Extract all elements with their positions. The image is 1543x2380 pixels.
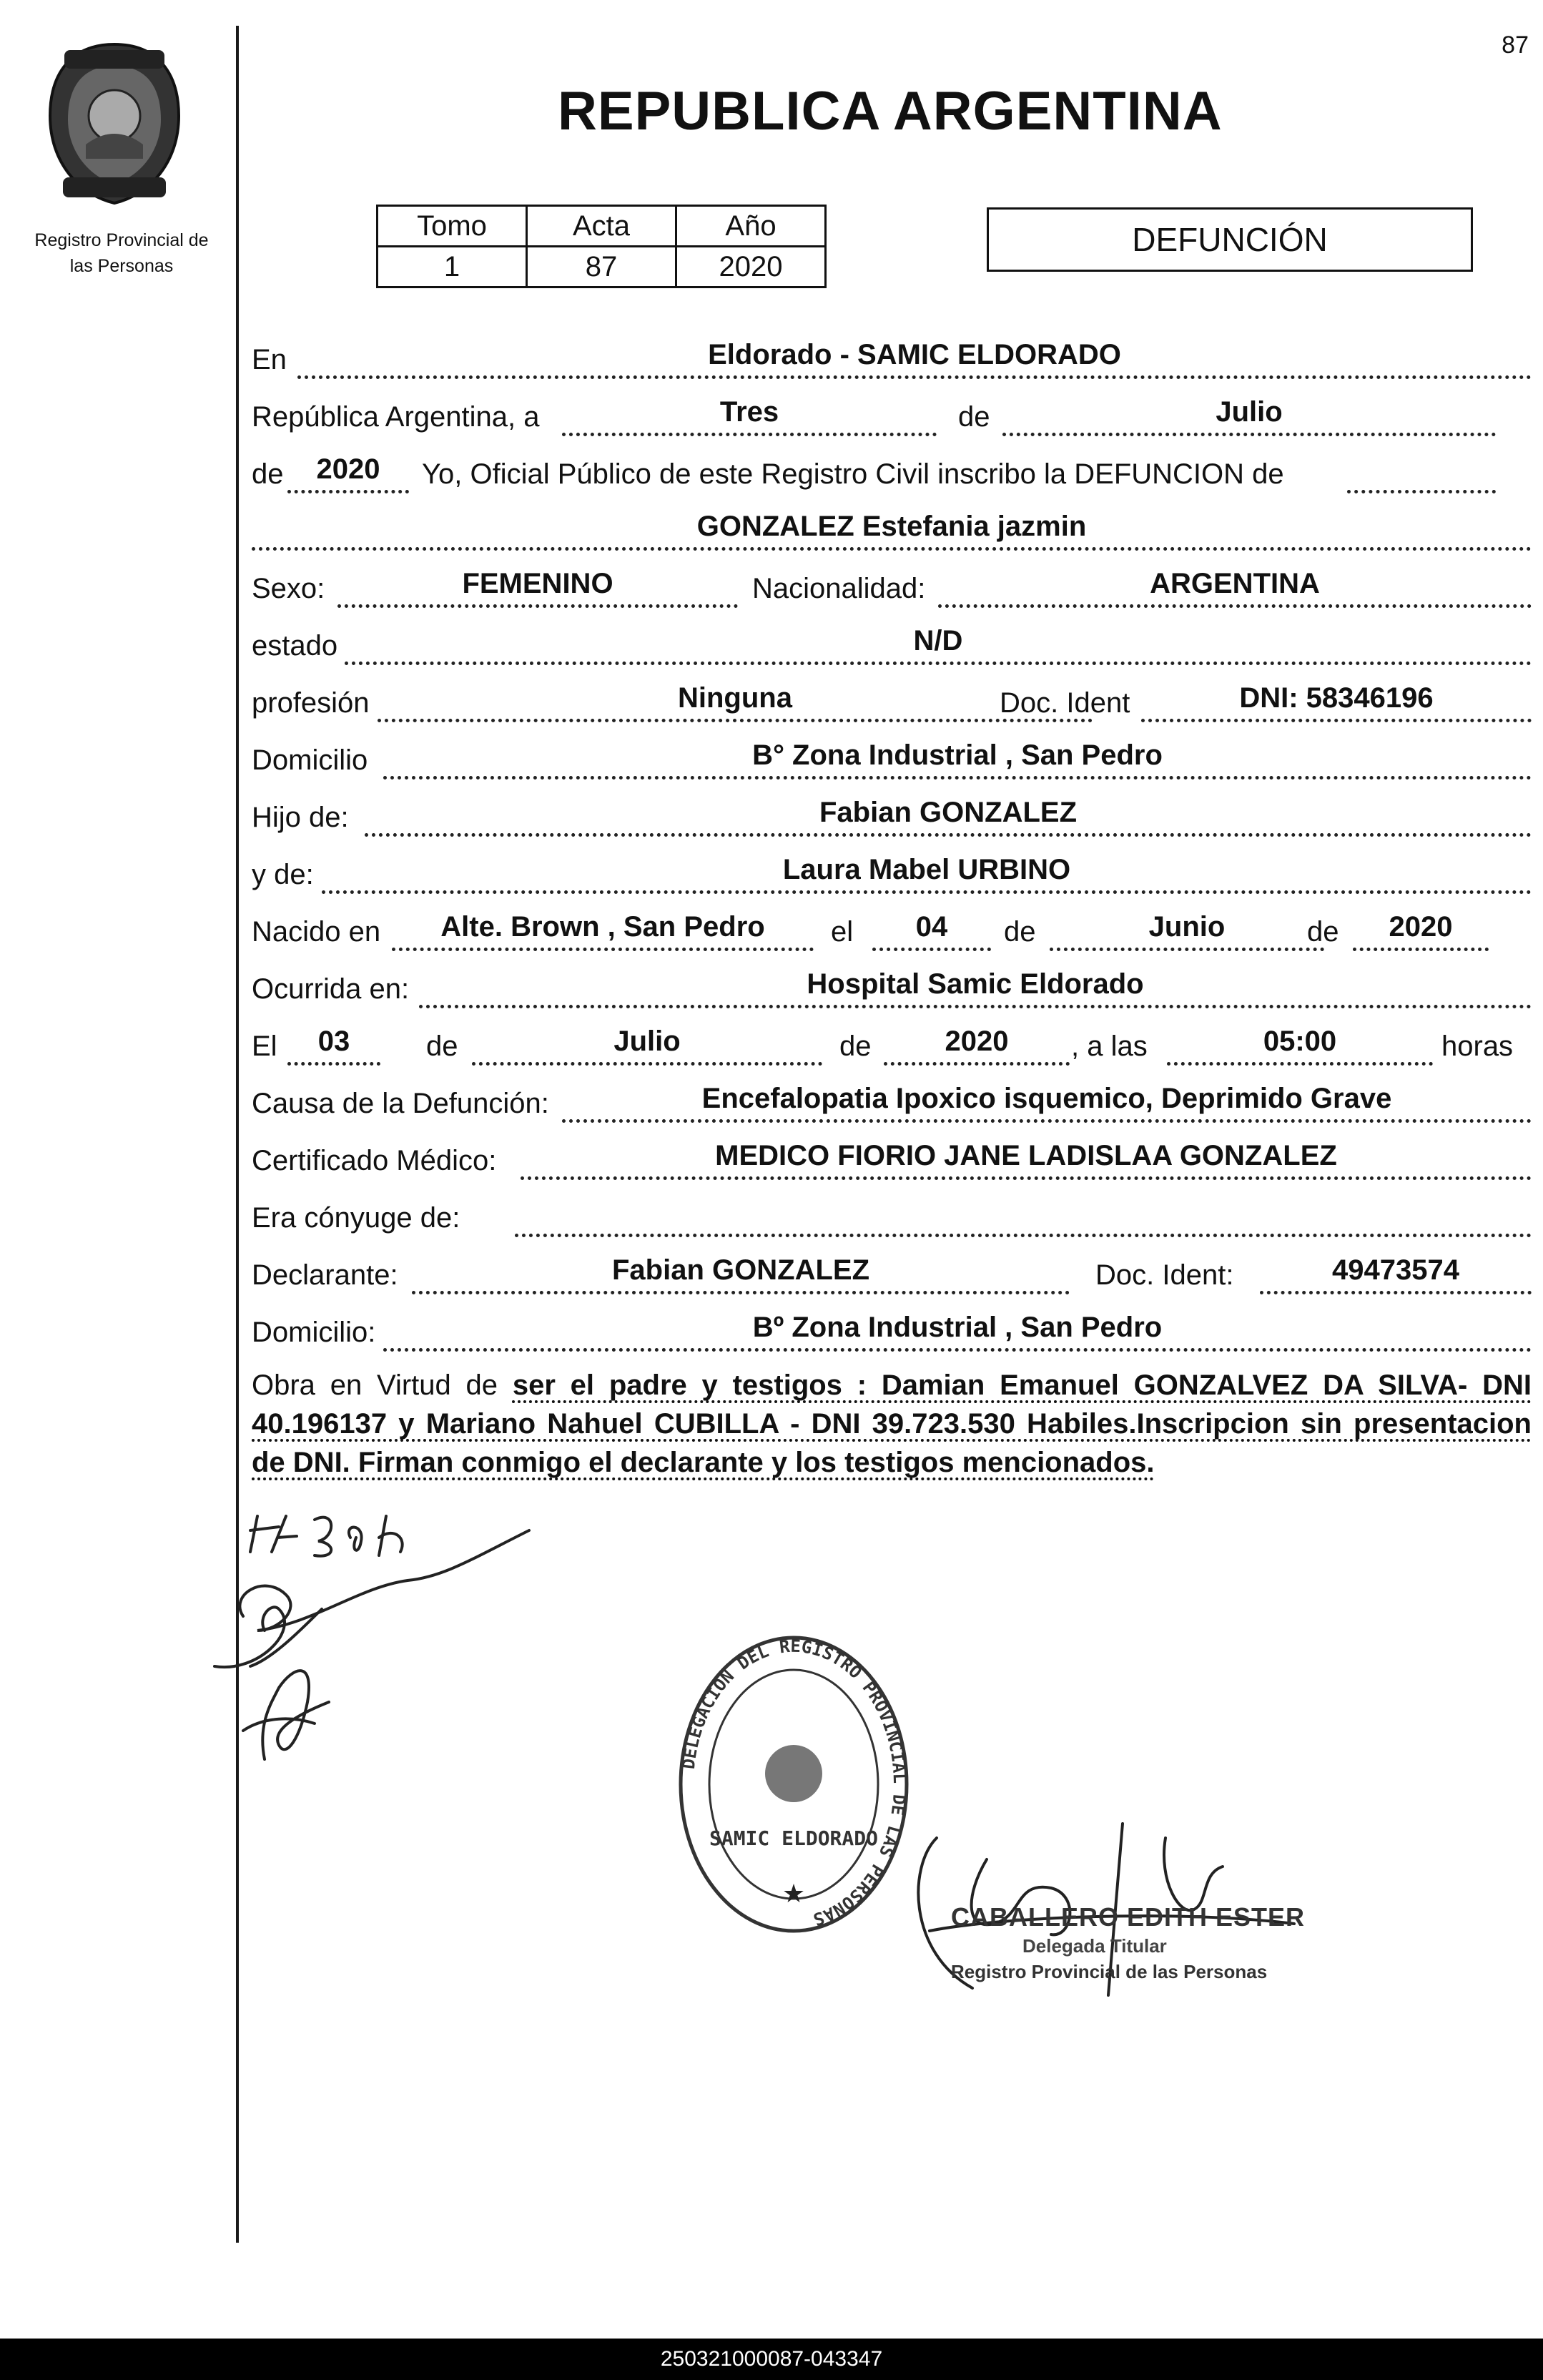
obra-text: ser el padre y testigos : Damian Emanuel GONZALVEZ DA SILVA- DNI 40.196137 y Mariano Nahuel CUBILLA - DNI 39.723.530 Habiles.Inscripcion sin presentacion de DNI. Firman conmigo el declarante y los testigos mencionados. [252,1370,1532,1478]
label-doc2: Doc. Ident: [1095,1259,1234,1291]
row-nacido [252,908,1532,958]
field-domicilio2: Bº Zona Industrial , San Pedro [383,1308,1532,1352]
field-def-dia: 03 [287,1022,380,1066]
stamp-ring-text: DELEGACION DEL REGISTRO PROVINCIAL DE LAS PERSONAS [678,1636,910,1930]
record-table [376,205,827,288]
field-anio: 2020 [287,450,409,493]
row-en [252,336,1532,386]
label-declarante: Declarante: [252,1259,398,1291]
label-conyuge: Era cónyuge de: [252,1202,460,1234]
field-ocurrida: Hospital Samic Eldorado [419,965,1532,1008]
label-yo: Yo, Oficial Público de este Registro Civil inscribo la DEFUNCION de [422,458,1284,490]
field-doc: DNI: 58346196 [1141,679,1532,722]
label-yde: y de: [252,859,314,890]
field-padre: Fabian GONZALEZ [365,793,1532,837]
field-nac-anio: 2020 [1353,908,1489,951]
row-declarante [252,1252,1532,1302]
field-domicilio: B° Zona Industrial , San Pedro [383,736,1532,780]
seal-name: CABALLERO EDITH ESTER [951,1902,1306,1932]
label-alas: , a las [1071,1031,1148,1062]
row-anio [252,451,1532,501]
registry-label-line1: Registro Provincial de [34,230,209,250]
field-nombre: GONZALEZ Estefania jazmin [252,507,1532,551]
label-domicilio: Domicilio [252,744,368,776]
value-anio: 2020 [676,247,826,287]
stamp-inner-text: SAMIC ELDORADO [709,1826,879,1850]
page-number: 87 [1502,31,1529,59]
label-sexo: Sexo: [252,573,325,604]
label-horas: horas [1441,1031,1514,1062]
row-certificado [252,1137,1532,1187]
label-de6: de [839,1031,872,1062]
field-en: Eldorado - SAMIC ELDORADO [297,335,1532,379]
field-sexo: FEMENINO [337,564,738,608]
label-de4: de [1307,916,1339,948]
field-def-mes: Julio [472,1022,822,1066]
seal-office: Registro Provincial de las Personas [951,1961,1268,1982]
label-nacido: Nacido en [252,916,381,948]
label-domicilio2: Domicilio: [252,1317,376,1348]
field-profesion: Ninguna [378,679,1093,722]
row-fecha [252,393,1532,443]
row-causa [252,1080,1532,1130]
official-seal [894,1809,1337,2045]
registry-label [14,227,229,279]
field-mes: Julio [1002,393,1496,436]
row-ocurrida [252,965,1532,1016]
label-El: El [252,1031,277,1062]
field-nacionalidad: ARGENTINA [938,564,1532,608]
label-estado: estado [252,630,338,662]
label-certificado: Certificado Médico: [252,1145,497,1176]
registry-round-stamp [672,1631,915,1945]
label-doc: Doc. Ident [1000,687,1130,719]
star-icon: ★ [782,1879,806,1908]
row-sexo [252,565,1532,615]
label-el: el [831,916,854,948]
obra-prefix: Obra en Virtud de [252,1370,498,1401]
page-title: REPUBLICA ARGENTINA [558,81,1223,142]
field-nacido-en: Alte. Brown , San Pedro [392,908,814,951]
header-anio: Año [676,206,826,247]
value-acta: 87 [527,247,676,287]
label-en: En [252,344,287,375]
field-madre: Laura Mabel URBINO [322,850,1532,894]
field-causa: Encefalopatia Ipoxico isquemico, Deprimido Grave [562,1079,1532,1123]
field-blank-yo [1347,450,1496,493]
value-tomo: 1 [378,247,527,287]
row-fecha-defuncion [252,1023,1532,1073]
label-nacionalidad: Nacionalidad: [752,573,926,604]
label-de3: de [1004,916,1036,948]
field-def-anio: 2020 [884,1022,1070,1066]
field-certificado: MEDICO FIORIO JANE LADISLAA GONZALEZ [521,1136,1532,1180]
field-declarante: Fabian GONZALEZ [412,1251,1070,1294]
registry-label-line2: las Personas [69,256,174,276]
margin-rule [236,26,239,2243]
label-de: de [958,401,990,433]
label-causa: Causa de la Defunción: [252,1088,549,1119]
document-type-box: DEFUNCIÓN [987,207,1473,272]
row-conyuge [252,1194,1532,1244]
seal-role: Delegada Titular [1022,1935,1167,1957]
declarant-signature [172,1488,572,1774]
row-nombre [252,508,1532,558]
field-conyuge [515,1194,1532,1237]
label-de5: de [426,1031,458,1062]
label-profesion: profesión [252,687,370,719]
row-estado [252,622,1532,672]
label-republica: República Argentina, a [252,401,540,433]
field-nac-dia: 04 [872,908,991,951]
field-hora: 05:00 [1167,1022,1433,1066]
obra-en-virtud [252,1366,1532,1482]
header-acta: Acta [527,206,676,247]
label-de2: de [252,458,284,490]
misiones-coat-of-arms-logo [36,37,193,209]
row-madre [252,851,1532,901]
label-hijo: Hijo de: [252,802,349,833]
row-profesion [252,679,1532,729]
footer-document-code: 250321000087-043347 [0,2339,1543,2380]
row-domicilio [252,737,1532,787]
label-ocurrida: Ocurrida en: [252,973,410,1005]
field-dia: Tres [562,393,937,436]
header-tomo: Tomo [378,206,527,247]
field-doc2: 49473574 [1260,1251,1532,1294]
row-hijo [252,794,1532,844]
row-domicilio2 [252,1309,1532,1359]
field-estado: N/D [345,621,1532,665]
field-nac-mes: Junio [1050,908,1324,951]
